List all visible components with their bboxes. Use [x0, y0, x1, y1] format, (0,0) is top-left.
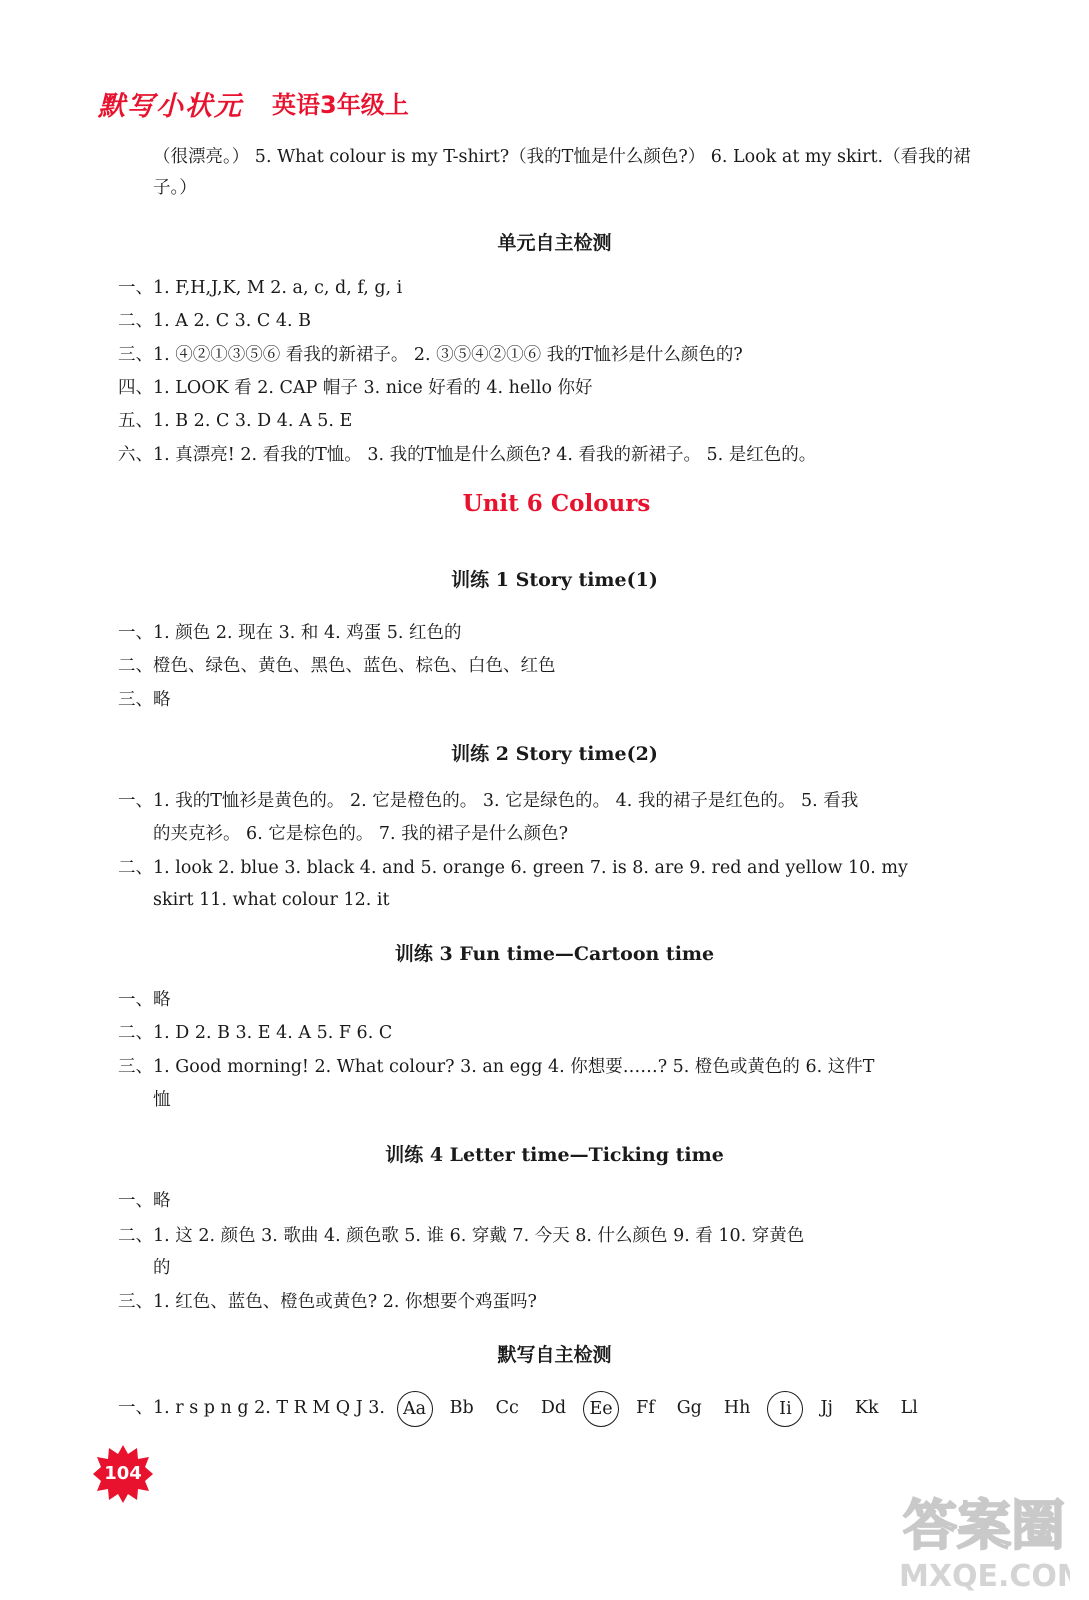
alphabet-letter: Cc	[495, 1398, 519, 1418]
answer-line: 二、1. D 2. B 3. E 4. A 5. F 6. C	[118, 1023, 393, 1043]
answer-line: 子。）	[153, 178, 197, 198]
alphabet-letter: Bb	[449, 1398, 474, 1418]
alphabet-answer-line	[118, 1390, 929, 1427]
answer-line: 一、1. 我的T恤衫是黄色的。 2. 它是橙色的。 3. 它是绿色的。 4. 我的裙子是红色的。 5. 看我	[118, 791, 859, 811]
answer-line: 三、1. 红色、蓝色、橙色或黄色? 2. 你想要个鸡蛋吗?	[118, 1292, 537, 1312]
answer-line: 二、橙色、绿色、黄色、黑色、蓝色、棕色、白色、红色	[118, 656, 556, 676]
alphabet-letter: Ll	[900, 1398, 918, 1418]
alphabet-letter: Dd	[540, 1398, 567, 1418]
alphabet-letter: Ff	[636, 1398, 655, 1418]
answer-line: （很漂亮。） 5. What colour is my T-shirt?（我的T恤是什么颜色?） 6. Look at my skirt.（看我的裙	[153, 147, 971, 167]
section-title-training-1: 训练 1 Story time(1)	[451, 569, 658, 591]
answer-line: 四、1. LOOK 看 2. CAP 帽子 3. nice 好看的 4. hello 你好	[118, 378, 593, 398]
alphabet-letter: Kk	[854, 1398, 879, 1418]
book-subtitle: 英语3年级上	[272, 91, 409, 119]
alphabet-letters	[391, 1398, 929, 1418]
book-brand-title: 默写小状元	[98, 91, 243, 122]
alphabet-letter: Ii	[767, 1391, 803, 1427]
section-title-unit-check: 单元自主检测	[497, 232, 612, 254]
page-number: 104	[104, 1463, 142, 1484]
watermark-logo-icon	[895, 1482, 1070, 1594]
answer-line: 的	[153, 1258, 171, 1278]
section-title-training-2: 训练 2 Story time(2)	[451, 743, 658, 765]
answer-line: 一、1. F,H,J,K, M 2. a, c, d, f, g, i	[118, 278, 403, 298]
answer-line: 一、略	[118, 1191, 171, 1211]
alphabet-letter: Ee	[583, 1391, 619, 1427]
alphabet-letter: Aa	[397, 1391, 433, 1427]
page-number-badge	[93, 1444, 153, 1504]
answer-line: 二、1. 这 2. 颜色 3. 歌曲 4. 颜色歌 5. 谁 6. 穿戴 7. 今天 8. 什么颜色 9. 看 10. 穿黄色	[118, 1226, 805, 1246]
section-title-training-3: 训练 3 Fun time—Cartoon time	[394, 943, 715, 965]
unit-title: Unit 6 Colours	[462, 490, 651, 517]
section-title-dictation: 默写自主检测	[497, 1344, 612, 1366]
answer-line: 一、略	[118, 990, 171, 1010]
answer-line: skirt 11. what colour 12. it	[153, 890, 390, 910]
alphabet-letter: Hh	[723, 1398, 751, 1418]
answer-line: 的夹克衫。 6. 它是棕色的。 7. 我的裙子是什么颜色?	[153, 824, 569, 844]
svg-text:MXQE.COM: MXQE.COM	[899, 1559, 1070, 1594]
section-title-training-4: 训练 4 Letter time—Ticking time	[385, 1144, 724, 1166]
answer-line: 恤	[153, 1090, 171, 1110]
svg-text:答案圈: 答案圈	[903, 1494, 1065, 1557]
answer-line: 五、1. B 2. C 3. D 4. A 5. E	[118, 411, 353, 431]
answer-line: 三、1. ④②①③⑤⑥ 看我的新裙子。 2. ③⑤④②①⑥ 我的T恤衫是什么颜色的?	[118, 345, 743, 365]
alphabet-prefix: 一、1. r s p n g 2. T R M Q J 3.	[118, 1398, 385, 1418]
answer-line: 三、略	[118, 690, 171, 710]
answer-line: 六、1. 真漂亮! 2. 看我的T恤。 3. 我的T恤是什么颜色? 4. 看我的新裙子。 5. 是红色的。	[118, 445, 817, 465]
watermark	[895, 1482, 1070, 1594]
alphabet-letter: Gg	[676, 1398, 702, 1418]
answer-line: 二、1. look 2. blue 3. black 4. and 5. orange 6. green 7. is 8. are 9. red and yellow 10. my	[118, 858, 908, 878]
answer-line: 三、1. Good morning! 2. What colour? 3. an egg 4. 你想要……? 5. 橙色或黄色的 6. 这件T	[118, 1057, 875, 1077]
answer-line: 一、1. 颜色 2. 现在 3. 和 4. 鸡蛋 5. 红色的	[118, 623, 462, 643]
answer-line: 二、1. A 2. C 3. C 4. B	[118, 311, 312, 331]
alphabet-letter: Jj	[820, 1398, 833, 1418]
